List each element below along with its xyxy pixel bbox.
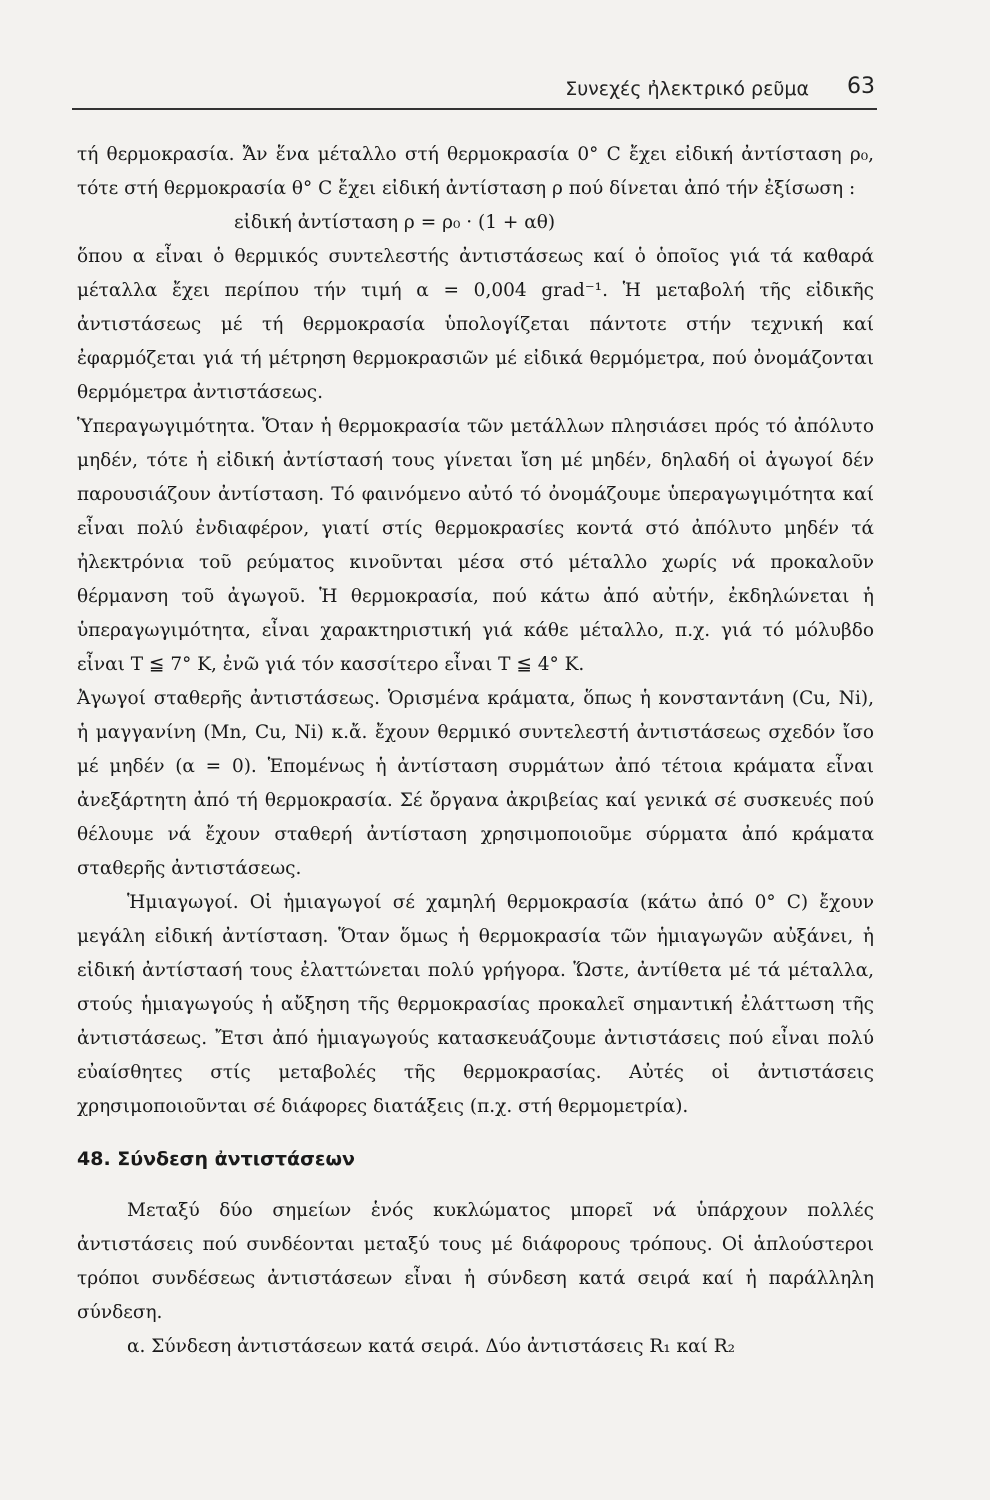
paragraph-constant-resistance-conductors: Ἀγωγοί σταθερῆς ἀντιστάσεως. Ὁρισμένα κράματα, ὅπως ἡ κονσταντάνη (Cu, Ni), ἡ μαγγανίνη (Mn, Cu, Ni) κ.ἄ. ἔχουν θερμικό συντελεστή ἀντιστάσεως σχεδόν ἴσο μέ μηδέν (α = 0). Ἑπομένως ἡ ἀντίσταση συρμάτων ἀπό τέτοια κράματα εἶναι ἀνεξάρτητη ἀπό τή θερμοκρασία. Σέ ὄργανα ἀκριβείας καί γενικά σέ συσκευές πού θέλουμε νά ἔχουν σταθερή ἀντίσταση χρησιμοποιοῦμε σύρματα ἀπό κράματα σταθερῆς ἀντιστάσεως.: [77, 688, 874, 879]
page-header: [72, 72, 877, 108]
paragraph-resistor-connection: Μεταξύ δύο σημείων ἑνός κυκλώματος μπορεῖ νά ὑπάρχουν πολλές ἀντιστάσεις πού συνδέονται μεταξύ τους μέ διάφορους τρόπους. Οἱ ἁπλούστεροι τρόποι συνδέσεως ἀντιστάσεων εἶναι ἡ σύνδεση κατά σειρά καί ἡ παράλληλη σύνδεση.: [77, 1200, 874, 1323]
paragraph-semiconductors: Ἡμιαγωγοί. Οἱ ἡμιαγωγοί σέ χαμηλή θερμοκρασία (κάτω ἀπό 0° C) ἔχουν μεγάλη εἰδική ἀντίσταση. Ὅταν ὅμως ἡ θερμοκρασία τῶν ἡμιαγωγῶν αὐξάνει, ἡ εἰδική ἀντίστασή τους ἐλαττώνεται πολύ γρήγορα. Ὥστε, ἀντίθετα μέ τά μέταλλα, στούς ἡμιαγωγούς ἡ αὔξηση τῆς θερμοκρασίας προκαλεῖ σημαντική ἐλάττωση τῆς ἀντιστάσεως. Ἔτσι ἀπό ἡμιαγωγούς κατασκευάζουμε ἀντιστάσεις πού εἶναι πολύ εὐαίσθητες στίς μεταβολές τῆς θερμοκρασίας. Αὐτές οἱ ἀντιστάσεις χρησιμοποιοῦνται σέ διάφορες διατάξεις (π.χ. στή θερμομετρία).: [77, 892, 874, 1117]
paragraph-temperature-dependence: τή θερμοκρασία. Ἄν ἕνα μέταλλο στή θερμοκρασία 0° C ἔχει εἰδική ἀντίσταση ρ₀, τότε στή θερμοκρασία θ° C ἔχει εἰδική ἀντίσταση ρ πού δίνεται ἀπό τήν ἐξίσωση :: [77, 144, 874, 199]
paragraph-series-connection: α. Σύνδεση ἀντιστάσεων κατά σειρά. Δύο ἀντιστάσεις R₁ καί R₂: [127, 1336, 736, 1357]
page-body: [77, 138, 874, 1364]
page-number: 63: [847, 74, 875, 99]
paragraph-superconductivity: Ὑπεραγωγιμότητα. Ὅταν ἡ θερμοκρασία τῶν μετάλλων πλησιάσει πρός τό ἀπόλυτο μηδέν, τότε ἡ εἰδική ἀντίστασή τους γίνεται ἴση μέ μηδέν, δηλαδή οἱ ἀγωγοί δέν παρουσιάζουν ἀντίσταση. Τό φαινόμενο αὐτό τό ὀνομάζουμε ὑπεραγωγιμότητα καί εἶναι πολύ ἐνδιαφέρον, γιατί στίς θερμοκρασίες κοντά στό ἀπόλυτο μηδέν τά ἠλεκτρόνια τοῦ ρεύματος κινοῦνται μέσα στό μέταλλο χωρίς νά προκαλοῦν θέρμανση τοῦ ἀγωγοῦ. Ἡ θερμοκρασία, πού κάτω ἀπό αὐτήν, ἐκδηλώνεται ἡ ὑπεραγωγιμότητα, εἶναι χαρακτηριστική γιά κάθε μέταλλο, π.χ. γιά τό μόλυβδο εἶναι T ≦ 7° K, ἐνῶ γιά τόν κασσίτερο εἶναι T ≦ 4° K.: [77, 416, 874, 675]
resistivity-formula: εἰδική ἀντίσταση ρ = ρ₀ · (1 + αθ): [234, 212, 556, 233]
running-title: Συνεχές ἠλεκτρικό ρεῦμα: [565, 78, 809, 100]
paragraph-thermal-coefficient: ὅπου α εἶναι ὁ θερμικός συντελεστής ἀντιστάσεως καί ὁ ὁποῖος γιά τά καθαρά μέταλλα ἔχει περίπου τήν τιμή α = 0,004 grad⁻¹. Ἡ μεταβολή τῆς εἰδικῆς ἀντιστάσεως μέ τή θερμοκρασία ὑπολογίζεται πάντοτε στήν τεχνική καί ἐφαρμόζεται γιά τή μέτρηση θερμοκρασιῶν μέ εἰδικά θερμόμετρα, πού ὀνομάζονται θερμόμετρα ἀντιστάσεως.: [77, 246, 874, 403]
section-heading: 48. Σύνδεση ἀντιστάσεων: [77, 1148, 355, 1170]
header-rule: [72, 108, 877, 110]
